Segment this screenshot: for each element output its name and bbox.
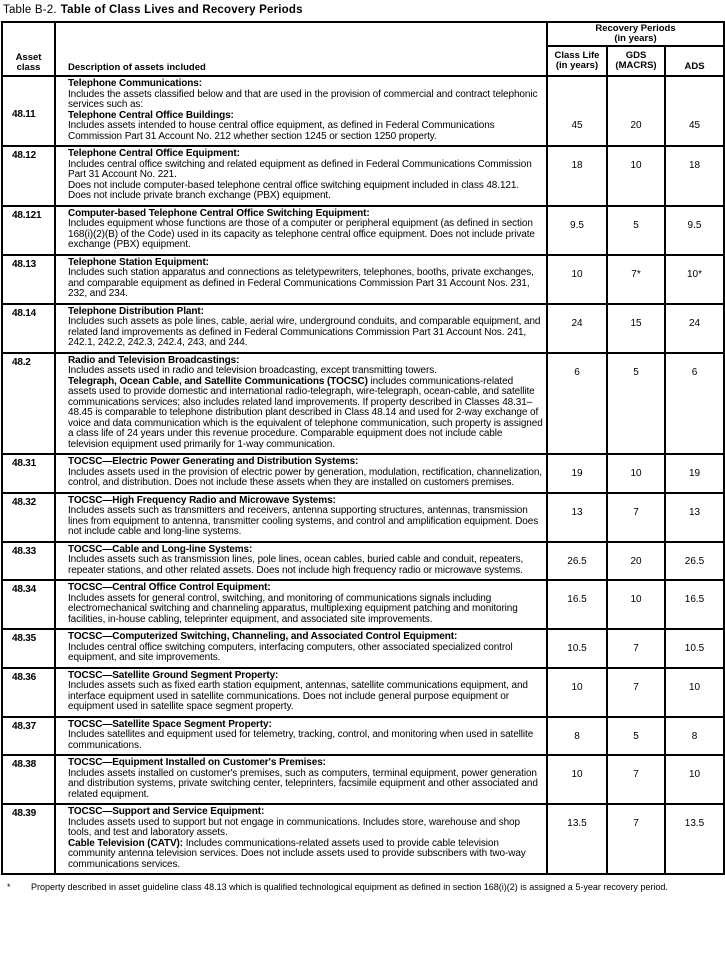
asset-class-cell: 48.36 [2, 668, 55, 717]
ads-cell: 6 [665, 353, 724, 455]
description-heading: Telephone Central Office Equipment: [68, 148, 240, 159]
description-heading: Telephone Central Office Buildings: [68, 109, 234, 121]
class-life-cell: 26.5 [547, 542, 607, 581]
description-paragraph: Includes such station apparatus and connections as teletypewriters, telephones, booths, private exchanges, and comparable equipment as defined in Federal Communications Commission Part 31 Account Nos. 231, 232, and 234. [68, 267, 534, 299]
description-cell [55, 717, 547, 756]
description-paragraph [68, 79, 543, 90]
asset-class-cell: 48.13 [2, 255, 55, 304]
asset-class-cell: 48.14 [2, 304, 55, 353]
class-life-cell: 8 [547, 717, 607, 756]
header-gds-line1: GDS [625, 50, 647, 61]
header-gds-line2: (MACRS) [615, 60, 657, 71]
description-heading: TOCSC—High Frequency Radio and Microwave Systems: [68, 494, 336, 506]
description-heading: TOCSC—Satellite Ground Segment Property: [68, 669, 279, 681]
class-life-cell: 10 [547, 668, 607, 717]
class-life-cell: 6 [547, 353, 607, 455]
table-row [2, 353, 724, 455]
description-paragraph: Includes the assets classified below and that are used in the provision of commercial and contract telephonic services such as: [68, 88, 538, 110]
ads-cell: 13.5 [665, 804, 724, 874]
gds-cell: 5 [607, 717, 665, 756]
description-heading: Computer-based Telephone Central Office Switching Equipment: [68, 207, 370, 219]
description-text: includes communications-related assets used to provide domestic and international radio-telegraph, wire-telegraph, ocean-cable, and satellite communications services; also includes related land improvements. If property described in Classes 48.31–48.45 is comparable to telephone distribution plant described in Class 48.14 and used for 2-way exchange of voice and data communication which is the equivalent of telephone communication, such property is assigned a class life of 24 years under this revenue procedure. Comparable equipment does not include cable television equipment used primarily for 1-way communication. [68, 375, 543, 450]
ads-cell: 19 [665, 454, 724, 493]
description-cell [55, 755, 547, 804]
class-life-cell: 10 [547, 755, 607, 804]
header-class-life-line2: (in years) [555, 60, 599, 71]
description-paragraph: Includes assets used in radio and television broadcasting, except transmitting towers. [68, 365, 437, 376]
table-number-label: Table B-2. [3, 4, 57, 16]
table-row [2, 755, 724, 804]
header-asset-class: Asset class [2, 22, 55, 76]
description-heading: TOCSC—Satellite Space Segment Property: [68, 718, 272, 730]
gds-cell: 15 [607, 304, 665, 353]
description-cell [55, 454, 547, 493]
table-row [2, 146, 724, 206]
table-row [2, 542, 724, 581]
description-heading: Telephone Distribution Plant: [68, 305, 204, 317]
ads-cell: 10 [665, 668, 724, 717]
ads-cell: 10.5 [665, 629, 724, 668]
description-paragraph: Includes assets used in the provision of electric power by generation, modulation, rectification, channelization, control, and distribution. Does not include these assets when they are installed on customers premises. [68, 466, 542, 488]
description-heading: TOCSC—Equipment Installed on Customer's Premises: [68, 757, 326, 768]
table-row [2, 804, 724, 874]
description-paragraph: Includes central office switching computers, interfacing computers, other associated specialized control equipment, and site improvements. [68, 641, 513, 663]
header-class-life-line1: Class Life [554, 50, 600, 61]
header-class-life [547, 46, 607, 76]
asset-class-cell: 48.121 [2, 206, 55, 255]
ads-cell: 24 [665, 304, 724, 353]
description-heading: TOCSC—Support and Service Equipment: [68, 806, 265, 817]
ads-cell: 9.5 [665, 206, 724, 255]
header-gds [607, 46, 665, 76]
description-paragraph: Includes equipment whose functions are those of a computer or peripheral equipment (as defined in section 168(i)(2)(B) of the Code) used in its capacity as telephone central office equipment. Does not include private exchange (PBX) equipment. [68, 218, 535, 250]
description-paragraph [68, 149, 543, 160]
description-heading: Radio and Television Broadcastings: [68, 354, 240, 366]
gds-cell: 7 [607, 668, 665, 717]
gds-cell: 5 [607, 206, 665, 255]
description-paragraph: Includes central office switching and related equipment as defined in Federal Communications Commission Part 31 Account No. 221. [68, 158, 532, 180]
ads-cell: 13 [665, 493, 724, 542]
class-life-cell: 45 [547, 76, 607, 146]
gds-cell: 10 [607, 580, 665, 629]
description-paragraph [68, 583, 543, 594]
gds-cell: 10 [607, 454, 665, 493]
table-row [2, 668, 724, 717]
gds-cell: 20 [607, 542, 665, 581]
asset-class-cell: 48.39 [2, 804, 55, 874]
table-row [2, 76, 724, 146]
description-paragraph: Includes satellites and equipment used for telemetry, tracking, control, and monitoring when used in satellite communications. [68, 729, 534, 751]
asset-class-cell: 48.11 [2, 76, 55, 146]
header-recovery-periods [547, 22, 724, 46]
description-paragraph: Includes assets intended to house central office equipment, as defined in Federal Communications Commission Part 31 Account No. 212 whether section 1245 or section 1250 property. [68, 120, 495, 142]
gds-cell: 20 [607, 76, 665, 146]
gds-cell: 7* [607, 255, 665, 304]
class-life-cell: 18 [547, 146, 607, 206]
asset-class-cell: 48.31 [2, 454, 55, 493]
description-paragraph: Includes assets for general control, switching, and monitoring of communications signals including electromechanical switching and channeling apparatus, multiplexing equipment patching and monitoring facilities, in-house cabling, teleprinter equipment, and associated site improvements. [68, 592, 518, 625]
description-paragraph: Includes assets such as transmission lines, pole lines, ocean cables, buried cable and conduit, repeaters, repeater stations, and other related assets. Does not include high frequency radio or microwave systems. [68, 554, 524, 576]
ads-cell: 18 [665, 146, 724, 206]
ads-cell: 10 [665, 755, 724, 804]
class-life-cell: 16.5 [547, 580, 607, 629]
ads-cell: 16.5 [665, 580, 724, 629]
description-cell [55, 542, 547, 581]
table-row [2, 629, 724, 668]
asset-class-cell: 48.33 [2, 542, 55, 581]
description-paragraph [68, 632, 543, 643]
asset-class-cell: 48.38 [2, 755, 55, 804]
ads-cell: 45 [665, 76, 724, 146]
description-paragraph [68, 377, 543, 451]
class-life-cell: 10.5 [547, 629, 607, 668]
description-paragraph [68, 839, 543, 871]
description-cell [55, 206, 547, 255]
header-ads: ADS [665, 46, 724, 76]
description-paragraph: Includes assets used to support but not engage in communications. Includes store, warehouse and shop tools, and test and laboratory assets. [68, 816, 520, 838]
asset-class-cell: 48.34 [2, 580, 55, 629]
class-life-cell: 13 [547, 493, 607, 542]
class-life-cell: 13.5 [547, 804, 607, 874]
ads-cell: 8 [665, 717, 724, 756]
description-cell [55, 580, 547, 629]
description-paragraph [68, 758, 543, 769]
footnote-text: Property described in asset guideline class 48.13 which is qualified technological equipment as defined in section 168(i)(2) is assigned a 5-year recovery period. [31, 882, 668, 892]
header-recovery-line1: Recovery Periods [595, 23, 676, 34]
description-paragraph: Does not include computer-based telephone central office switching equipment included in class 48.121. Does not include private branch exchange (PBX) equipment. [68, 179, 520, 201]
description-cell [55, 304, 547, 353]
description-paragraph: Includes assets such as fixed earth station equipment, antennas, satellite communications equipment, and interface equipment used in satellite communications. Does not include general purpose equipment or equipment used in satellite space segment property. [68, 680, 528, 712]
ads-cell: 10* [665, 255, 724, 304]
description-cell [55, 668, 547, 717]
table-row [2, 206, 724, 255]
description-paragraph: Includes assets installed on customer's premises, such as computers, terminal equipment, power generation and distribution systems, private switching center, teleprinters, facsimile equipment and other associated and related equipment. [68, 767, 538, 800]
description-paragraph [68, 457, 543, 468]
asset-class-cell: 48.35 [2, 629, 55, 668]
table-row [2, 717, 724, 756]
footnote [1, 875, 723, 898]
description-text: Includes communications-related assets used to provide cable television community antenna television services. Does not include assets used to provide subscribers with two-way communications services. [68, 837, 526, 870]
gds-cell: 7 [607, 493, 665, 542]
asset-class-cell: 48.32 [2, 493, 55, 542]
table-row [2, 454, 724, 493]
table-row [2, 580, 724, 629]
class-life-cell: 24 [547, 304, 607, 353]
description-cell [55, 146, 547, 206]
ads-cell: 26.5 [665, 542, 724, 581]
description-cell [55, 493, 547, 542]
gds-cell: 10 [607, 146, 665, 206]
page-title [3, 4, 724, 16]
description-cell [55, 353, 547, 455]
asset-class-cell: 48.2 [2, 353, 55, 455]
table-row [2, 304, 724, 353]
description-heading: TOCSC—Computerized Switching, Channeling, and Associated Control Equipment: [68, 631, 458, 642]
table-body [2, 76, 724, 874]
description-heading: Telegraph, Ocean Cable, and Satellite Communications (TOCSC) [68, 375, 368, 387]
class-life-cell: 9.5 [547, 206, 607, 255]
asset-class-cell: 48.12 [2, 146, 55, 206]
description-heading: TOCSC—Central Office Control Equipment: [68, 582, 271, 593]
description-cell [55, 629, 547, 668]
description-heading: TOCSC—Electric Power Generating and Distribution Systems: [68, 456, 359, 467]
description-heading: Cable Television (CATV): [68, 837, 184, 849]
description-cell [55, 76, 547, 146]
table-header [2, 22, 724, 76]
gds-cell: 7 [607, 804, 665, 874]
description-heading: TOCSC—Cable and Long-line Systems: [68, 543, 253, 555]
footnote-marker: * [7, 882, 11, 892]
class-life-cell: 19 [547, 454, 607, 493]
description-heading: Telephone Station Equipment: [68, 256, 209, 268]
table-row [2, 255, 724, 304]
gds-cell: 5 [607, 353, 665, 455]
class-life-cell: 10 [547, 255, 607, 304]
gds-cell: 7 [607, 629, 665, 668]
description-paragraph [68, 807, 543, 818]
header-description: Description of assets included [55, 22, 547, 76]
header-recovery-line2: (in years) [614, 33, 657, 44]
description-cell [55, 804, 547, 874]
description-cell [55, 255, 547, 304]
description-paragraph: Includes such assets as pole lines, cable, aerial wire, underground conduits, and comparable equipment, and related land improvements as defined in Federal Communications Commission Part 31 Account Nos. 241, 242.1, 242.2, 242.3, 242.4, 243, and 244. [68, 316, 541, 348]
table-row [2, 493, 724, 542]
description-heading: Telephone Communications: [68, 78, 202, 89]
gds-cell: 7 [607, 755, 665, 804]
asset-class-cell: 48.37 [2, 717, 55, 756]
class-lives-table [1, 21, 725, 875]
description-paragraph: Includes assets such as transmitters and receivers, antenna supporting structures, antennas, transmission lines from equipment to antenna, transmitter cooling systems, and control and amplification equipment. Does not include cable and long-line systems. [68, 505, 539, 537]
table-title-text: Table of Class Lives and Recovery Periods [60, 4, 303, 16]
